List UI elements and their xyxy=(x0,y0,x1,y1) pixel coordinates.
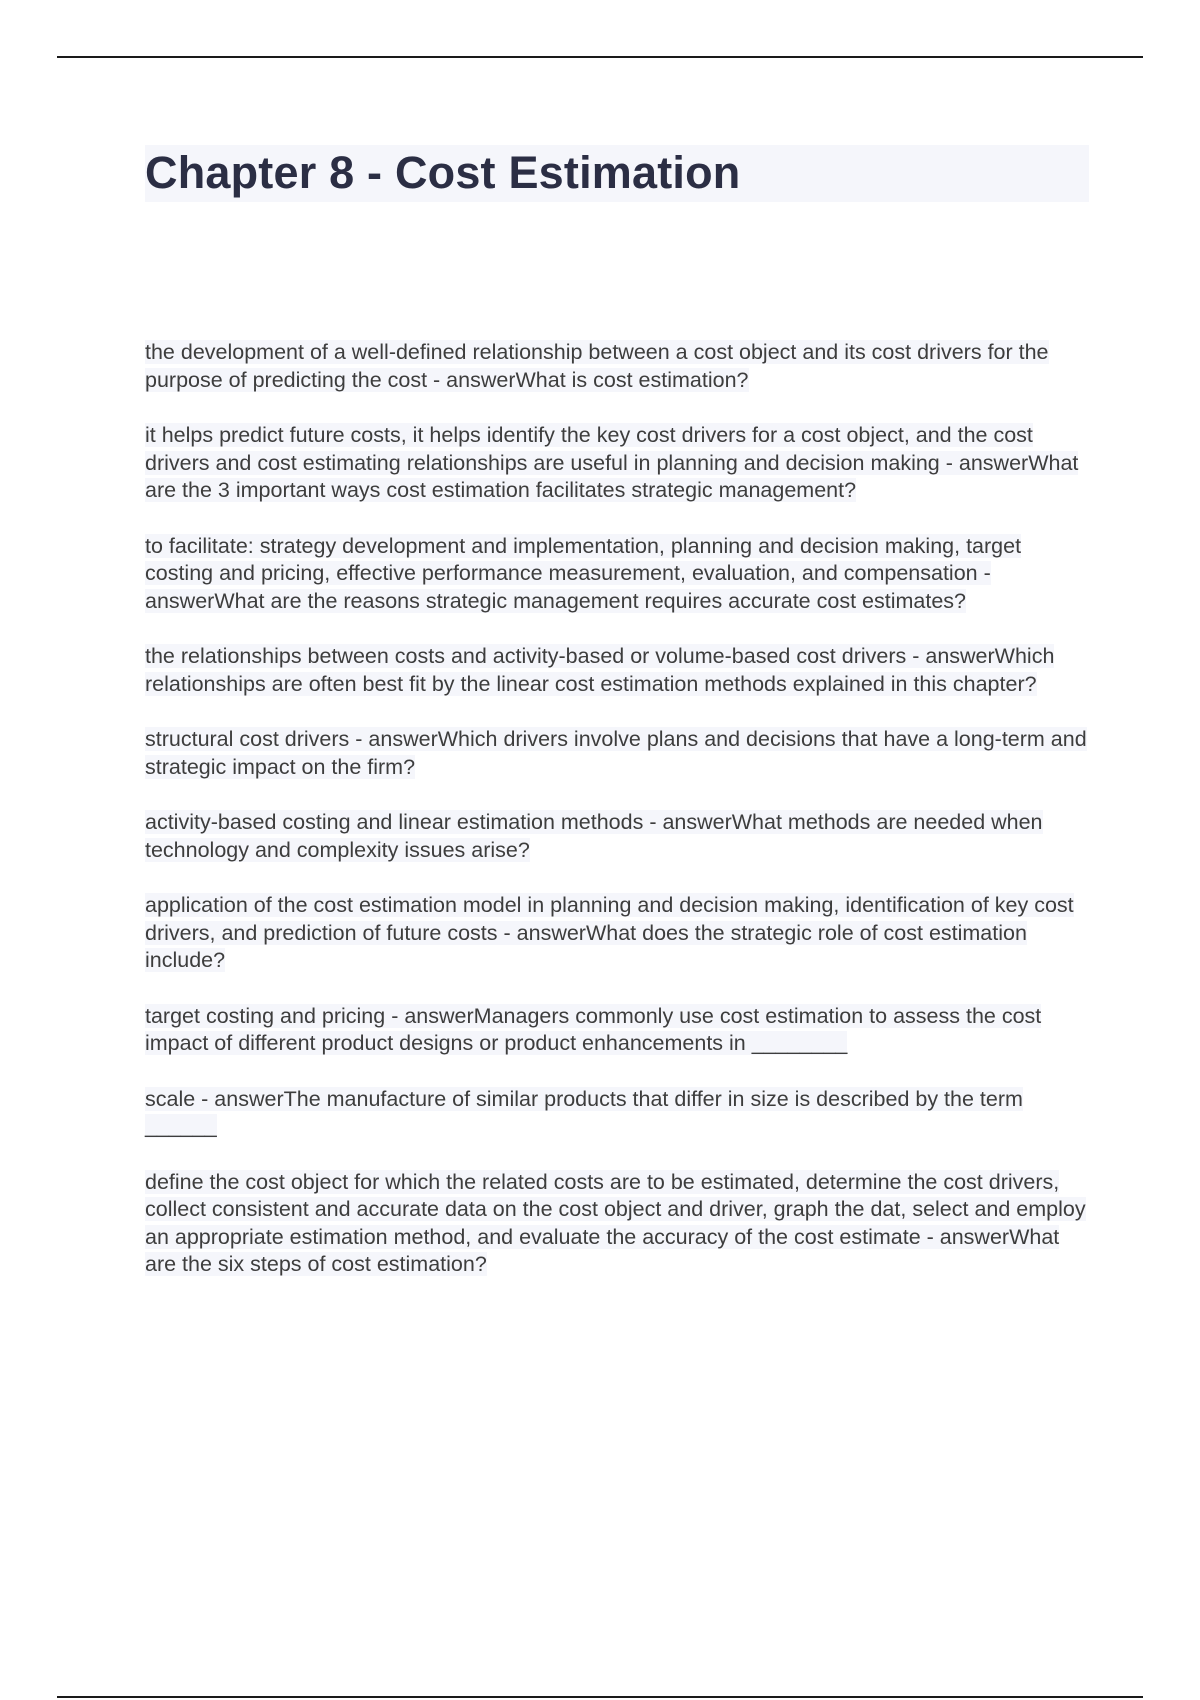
qa-separator: - answer xyxy=(385,1003,474,1028)
qa-answer: it helps predict future costs, it helps identify the key cost drivers for a cost object, and the cost drivers and cost estimating relationships are useful in planning and decision making xyxy=(145,423,1033,475)
top-divider xyxy=(57,56,1143,58)
qa-question: Which drivers involve plans and decisions that have a long-term and strategic impact on the firm? xyxy=(145,727,1087,779)
qa-separator: - answer xyxy=(195,1086,284,1111)
title-block xyxy=(145,145,1089,202)
qa-entry xyxy=(145,1169,1089,1279)
qa-answer: to facilitate: strategy development and implementation, planning and decision making, target costing and pricing, effective performance measurement, evaluation, and compensation xyxy=(145,533,1022,585)
qa-separator: - answer xyxy=(643,810,732,834)
qa-entry xyxy=(145,422,1089,505)
qa-answer: define the cost object for which the related costs are to be estimated, determine the cost drivers, collect consistent and accurate data on the cost object and driver, graph the dat, select and employ an appropriate estimation method, and evaluate the accuracy of the cost estimate xyxy=(145,1169,1086,1249)
qa-list xyxy=(145,339,1089,1307)
qa-entry xyxy=(145,1086,1089,1141)
qa-question: What are the six steps of cost estimation? xyxy=(145,1224,1060,1276)
qa-answer: activity-based costing and linear estimation methods xyxy=(145,810,644,834)
qa-question: Managers commonly use cost estimation to assess the cost impact of different product designs or product enhancements in ________ xyxy=(145,1003,1042,1055)
bottom-divider xyxy=(57,1696,1143,1698)
qa-question: What methods are needed when technology and complexity issues arise? xyxy=(145,810,1043,862)
qa-separator: - answer xyxy=(939,450,1029,475)
qa-entry xyxy=(145,892,1089,975)
qa-question: Which relationships are often best fit by the linear cost estimation methods explained in this chapter? xyxy=(145,644,1055,696)
page-title: Chapter 8 - Cost Estimation xyxy=(145,147,741,198)
qa-answer: target costing and pricing xyxy=(145,1003,386,1028)
qa-question: What are the reasons strategic management requires accurate cost estimates? xyxy=(214,588,966,613)
qa-separator: - answer xyxy=(349,727,438,751)
qa-answer: the relationships between costs and activity-based or volume-based cost drivers xyxy=(145,644,907,668)
qa-question: What does the strategic role of cost estimation include? xyxy=(145,920,1027,972)
qa-entry xyxy=(145,339,1089,394)
qa-separator: - answer xyxy=(920,1224,1010,1249)
qa-separator: - answer xyxy=(906,644,995,668)
qa-question: What is cost estimation? xyxy=(515,367,749,392)
qa-answer: application of the cost estimation model in planning and decision making, identification of key cost drivers, and prediction of future costs xyxy=(145,893,1074,945)
qa-separator: - answer xyxy=(427,367,516,392)
qa-answer: the development of a well-defined relationship between a cost object and its cost drivers for the purpose of predicting the cost xyxy=(145,340,1049,392)
qa-entry xyxy=(145,643,1089,698)
qa-question: The manufacture of similar products that differ in size is described by the term ______ xyxy=(145,1086,1023,1138)
qa-separator: - answer xyxy=(497,920,586,945)
qa-question: What are the 3 important ways cost estimation facilitates strategic management? xyxy=(145,450,1079,502)
qa-answer: structural cost drivers xyxy=(145,727,350,751)
qa-entry xyxy=(145,809,1089,864)
qa-entry xyxy=(145,1003,1089,1058)
qa-answer: scale xyxy=(145,1086,196,1111)
qa-separator: - answer xyxy=(145,561,991,613)
qa-entry xyxy=(145,726,1089,781)
qa-entry xyxy=(145,533,1089,616)
